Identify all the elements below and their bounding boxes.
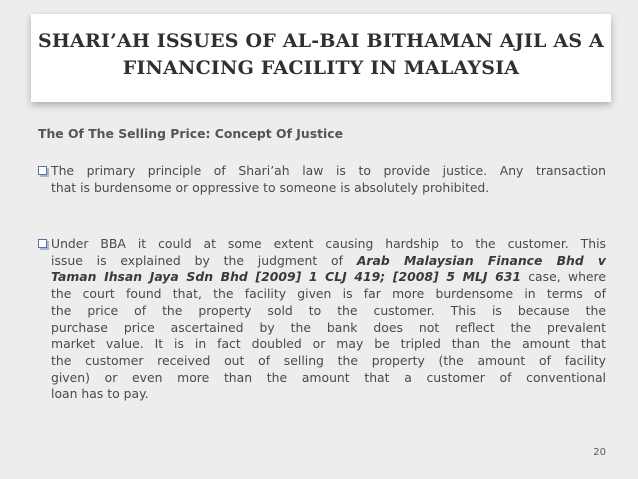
checkbox-bullet-icon xyxy=(38,166,47,175)
bullet-1-line-1: The primary principle of Shari’ah law is to provide justice. Any transaction xyxy=(51,163,606,178)
bullet-2-line-6: purchase price ascertained by the bank does not reflect the prevalent xyxy=(51,319,606,335)
case-citation-part-2: Taman Ihsan Jaya Sdn Bhd [2009] 1 CLJ 419; [2008] 5 MLJ 631 xyxy=(51,269,521,285)
bullet-2-line-9: given) or even more than the amount that a customer of conventional xyxy=(51,369,606,385)
case-citation-part-1: Arab Malaysian Finance Bhd v xyxy=(356,252,606,268)
bullet-2-line-4: the court found that, the facility given is far more burdensome in terms of xyxy=(51,286,606,302)
slide-title xyxy=(31,28,611,82)
bullet-item-2 xyxy=(38,236,606,403)
checkbox-bullet-icon xyxy=(38,239,47,248)
section-subtitle: The Of The Selling Price: Concept Of Justice xyxy=(38,126,343,141)
title-line-1: SHARI’AH ISSUES OF AL-BAI BITHAMAN AJIL AS A xyxy=(37,30,604,52)
title-box xyxy=(31,14,611,102)
bullet-2-line-2 xyxy=(51,253,606,270)
bullet-2-line-7: market value. It is in fact doubled or may be tripled than the amount that xyxy=(51,336,606,352)
bullet-1-line-2: that is burdensome or oppressive to someone is absolutely prohibited. xyxy=(51,179,490,195)
title-line-2: FINANCING FACILITY IN MALAYSIA xyxy=(122,57,520,79)
bullet-2-line-10: loan has to pay. xyxy=(51,386,149,402)
bullet-2-line-1: Under BBA it could at some extent causing hardship to the customer. This xyxy=(51,236,606,251)
bullet-2-line-8: the customer received out of selling the property (the amount of facility xyxy=(51,352,606,368)
bullet-2-line-2-text: issue is explained by the judgment of xyxy=(51,252,343,268)
bullet-2-line-3-text: case, where xyxy=(528,269,607,285)
bullet-text-1 xyxy=(51,163,606,196)
bullet-text-2 xyxy=(51,236,606,403)
bullet-item-1 xyxy=(38,163,606,196)
page-number: 20 xyxy=(593,447,606,458)
bullet-2-line-3 xyxy=(51,269,606,286)
bullet-2-line-5: the price of the property sold to the customer. This is because the xyxy=(51,302,606,318)
